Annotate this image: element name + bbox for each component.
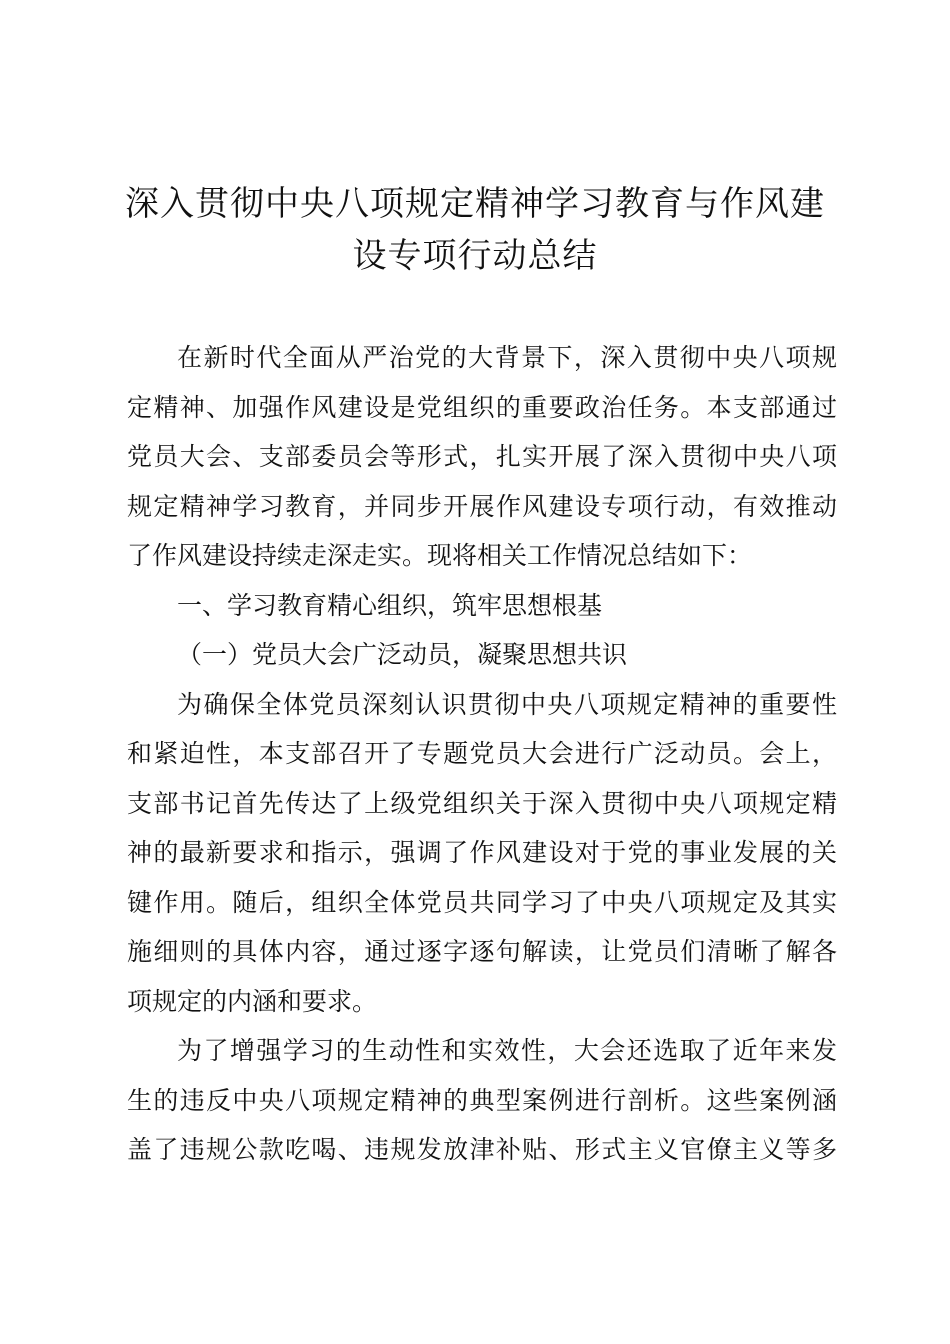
text-line: 项规定的内涵和要求。 xyxy=(127,986,378,1016)
text-line: 盖了违规公款吃喝、违规发放津补贴、形式主义官僚主义等多 xyxy=(127,1135,837,1164)
body-paragraph xyxy=(127,1026,837,1175)
intro-paragraph xyxy=(127,333,837,581)
text-line: 施细则的具体内容，通过逐字逐句解读，让党员们清晰了解各 xyxy=(127,937,837,966)
text-line: 一、学习教育精心组织，筑牢思想根基 xyxy=(177,590,603,620)
text-line: 神的最新要求和指示，强调了作风建设对于党的事业发展的关 xyxy=(127,838,837,867)
title-line: 深入贯彻中央八项规定精神学习教育与作风建 xyxy=(125,184,825,224)
text-line: 规定精神学习教育，并同步开展作风建设专项行动，有效推动 xyxy=(127,491,837,521)
text-line: 和紧迫性，本支部召开了专题党员大会进行广泛动员。会上， xyxy=(127,739,837,768)
body-paragraph xyxy=(127,680,837,1027)
section-heading xyxy=(127,581,837,631)
document-body xyxy=(127,333,837,1175)
text-line: 为了增强学习的生动性和实效性，大会还选取了近年来发 xyxy=(177,1036,837,1065)
subsection-heading xyxy=(127,630,837,680)
document-title xyxy=(100,178,850,282)
text-line: 党员大会、支部委员会等形式，扎实开展了深入贯彻中央八项 xyxy=(127,442,837,471)
text-line: 在新时代全面从严治党的大背景下，深入贯彻中央八项规 xyxy=(177,343,837,372)
text-line: （一）党员大会广泛动员，凝聚思想共识 xyxy=(177,640,628,669)
title-line: 设专项行动总结 xyxy=(352,236,598,276)
text-line: 支部书记首先传达了上级党组织关于深入贯彻中央八项规定精 xyxy=(127,788,837,818)
text-line: 键作用。随后，组织全体党员共同学习了中央八项规定及其实 xyxy=(127,887,837,917)
text-line: 了作风建设持续走深走实。现将相关工作情况总结如下： xyxy=(127,541,753,570)
text-line: 生的违反中央八项规定精神的典型案例进行剖析。这些案例涵 xyxy=(127,1085,837,1115)
text-line: 为确保全体党员深刻认识贯彻中央八项规定精神的重要性 xyxy=(177,689,837,719)
text-line: 定精神、加强作风建设是党组织的重要政治任务。本支部通过 xyxy=(127,392,837,422)
